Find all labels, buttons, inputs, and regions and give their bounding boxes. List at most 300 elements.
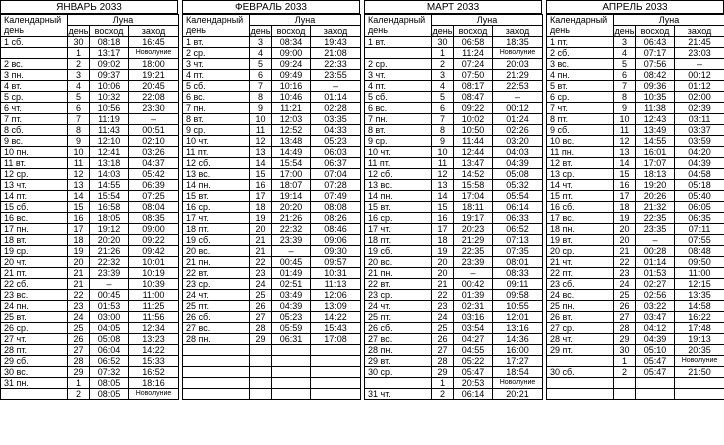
moonrise-cell: 00:42 xyxy=(454,279,493,290)
moonset-cell: 06:39 xyxy=(129,180,179,191)
calendar-date-cell: 26 сб. xyxy=(183,312,250,323)
moonset-cell: 15:33 xyxy=(129,356,179,367)
table-row xyxy=(547,169,724,180)
table-row xyxy=(547,48,724,59)
calendar-date-cell: 1 пт. xyxy=(547,37,614,48)
moonset-cell: 07:55 xyxy=(675,235,724,246)
calendar-date-cell: 19 сб. xyxy=(365,246,432,257)
moonset-cell: 20:03 xyxy=(493,59,543,70)
moonrise-cell: 03:54 xyxy=(454,323,493,334)
moonset-cell: 21:45 xyxy=(675,37,724,48)
moonrise-cell: 01:14 xyxy=(636,257,675,268)
moon-day-cell: 26 xyxy=(68,334,90,345)
moon-day-cell: 2 xyxy=(68,59,90,70)
moonset-cell: 05:18 xyxy=(675,180,724,191)
moon-day-cell: 9 xyxy=(68,136,90,147)
calendar-date-cell: 16 ср. xyxy=(365,213,432,224)
moon-day-cell: 21 xyxy=(432,279,454,290)
moon-day-cell: 26 xyxy=(250,301,272,312)
moonrise-cell: 08:34 xyxy=(272,37,311,48)
calendar-date-cell: 10 чт. xyxy=(365,147,432,158)
moonrise-cell: 12:10 xyxy=(90,136,129,147)
calendar-date-cell: 5 сб. xyxy=(365,92,432,103)
calendar-date-cell: 2 ср. xyxy=(365,59,432,70)
moonset-cell: 07:35 xyxy=(493,246,543,257)
table-row xyxy=(183,257,361,268)
set-header: заход xyxy=(129,26,179,37)
calendar-date-cell xyxy=(183,367,250,378)
month-title: ФЕВРАЛЬ 2033 xyxy=(183,1,360,14)
moonset-cell: 20:21 xyxy=(493,389,543,400)
calendar-date-cell: 29 вт. xyxy=(365,356,432,367)
moonset-cell: 02:00 xyxy=(675,92,724,103)
calendar-date-cell: 30 вс. xyxy=(1,367,68,378)
table-row xyxy=(1,213,179,224)
calendar-date-cell: 20 чт. xyxy=(1,257,68,268)
day-header: день xyxy=(250,26,271,36)
moonset-cell: 00:51 xyxy=(129,125,179,136)
moonrise-cell: 07:32 xyxy=(90,367,129,378)
moon-day-cell: 19 xyxy=(250,213,272,224)
moonrise-cell: 03:16 xyxy=(454,312,493,323)
moon-day-cell: 16 xyxy=(432,213,454,224)
table-row xyxy=(365,114,543,125)
moonset-cell: 07:13 xyxy=(493,235,543,246)
moonset-cell: 05:32 xyxy=(493,180,543,191)
table-row xyxy=(547,191,724,202)
moonset-cell: 02:26 xyxy=(493,125,543,136)
table-row xyxy=(1,257,179,268)
moonset-cell xyxy=(311,389,361,400)
moonset-cell: 13:16 xyxy=(493,323,543,334)
calendar-date-cell: 25 вт. xyxy=(1,312,68,323)
moon-day-cell: 27 xyxy=(614,312,636,323)
table-row xyxy=(183,301,361,312)
moon-day-cell: 30 xyxy=(432,37,454,48)
table-row xyxy=(183,279,361,290)
table-row xyxy=(1,59,179,70)
moon-day-cell: 20 xyxy=(68,257,90,268)
moonrise-cell: 08:17 xyxy=(454,81,493,92)
moon-day-cell: 20 xyxy=(250,224,272,235)
moonset-cell: – xyxy=(493,92,543,103)
moonrise-cell: 14:55 xyxy=(90,180,129,191)
moon-day-cell: 26 xyxy=(614,301,636,312)
calendar-date-cell: 8 пт. xyxy=(547,114,614,125)
month-title-table xyxy=(182,0,360,14)
table-row xyxy=(547,37,724,48)
table-row xyxy=(365,92,543,103)
table-row xyxy=(1,389,179,400)
moon-day-cell: 20 xyxy=(432,268,454,279)
moonset-cell: 07:11 xyxy=(675,224,724,235)
moon-day-cell xyxy=(250,345,272,356)
month-table-january xyxy=(0,0,178,445)
moonset-cell: 12:15 xyxy=(675,279,724,290)
table-row xyxy=(1,180,179,191)
calendar-date-cell: 3 чт. xyxy=(183,59,250,70)
moon-day-cell: 1 xyxy=(68,48,90,59)
calendar-date-cell: 9 ср. xyxy=(365,136,432,147)
moon-day-cell: 11 xyxy=(68,158,90,169)
calendar-date-cell: 12 ср. xyxy=(1,169,68,180)
calendar-date-cell: 21 пн. xyxy=(183,257,250,268)
moon-day-cell: 1 xyxy=(68,378,90,389)
moonrise-cell: 04:12 xyxy=(636,323,675,334)
calendar-date-cell: 20 вс. xyxy=(365,257,432,268)
calendar-date-cell: 22 вт. xyxy=(365,279,432,290)
moonset-cell: 10:39 xyxy=(129,279,179,290)
calendar-date-cell: 18 пт. xyxy=(365,235,432,246)
moonset-cell: 03:35 xyxy=(311,114,361,125)
calendar-date-cell: 26 вт. xyxy=(547,312,614,323)
moonset-cell: 09:58 xyxy=(493,290,543,301)
moonset-cell xyxy=(311,345,361,356)
calendar-date-cell: 4 вт. xyxy=(1,81,68,92)
moonset-cell: Новолуние xyxy=(493,48,543,59)
moonset-cell: 14:22 xyxy=(311,312,361,323)
calendar-date-cell: 8 вт. xyxy=(183,114,250,125)
moonrise-cell: – xyxy=(636,235,675,246)
day-header: день xyxy=(614,26,635,36)
moonset-cell: 22:33 xyxy=(311,59,361,70)
table-row xyxy=(365,367,543,378)
table-row xyxy=(183,92,361,103)
moon-day-cell: 20 xyxy=(432,257,454,268)
moonrise-cell: 05:23 xyxy=(272,312,311,323)
calendar-date-cell: 22 сб. xyxy=(1,279,68,290)
moonset-cell: 18:16 xyxy=(129,378,179,389)
moonset-cell: 09:11 xyxy=(493,279,543,290)
moonset-cell: 22:53 xyxy=(493,81,543,92)
table-row xyxy=(365,147,543,158)
table-row xyxy=(1,125,179,136)
moonrise-cell: 04:39 xyxy=(636,334,675,345)
moonset-cell: 23:03 xyxy=(675,48,724,59)
table-row xyxy=(547,367,724,378)
table-row xyxy=(183,389,361,400)
table-row xyxy=(1,81,179,92)
month-title-table xyxy=(546,0,724,14)
table-row xyxy=(1,147,179,158)
moon-day-cell: 22 xyxy=(614,257,636,268)
calendar-date-cell: 1 вт. xyxy=(365,37,432,48)
moonrise-cell: 10:56 xyxy=(90,103,129,114)
table-row xyxy=(365,136,543,147)
calendar-date-cell: 12 сб. xyxy=(365,169,432,180)
calendar-day-header: Календарный день xyxy=(365,15,432,37)
moon-day-cell: 25 xyxy=(68,323,90,334)
moonrise-cell: 13:48 xyxy=(272,136,311,147)
calendar-date-cell xyxy=(365,378,432,389)
moonrise-cell: 20:53 xyxy=(454,378,493,389)
moonrise-cell xyxy=(272,367,311,378)
moonrise-cell: 05:47 xyxy=(454,367,493,378)
moonset-cell: 07:49 xyxy=(311,191,361,202)
table-row xyxy=(183,136,361,147)
moonrise-cell: 15:58 xyxy=(454,180,493,191)
table-row xyxy=(183,125,361,136)
moonset-cell: 16:22 xyxy=(675,312,724,323)
moonrise-cell: 08:05 xyxy=(90,378,129,389)
moonrise-cell: 11:21 xyxy=(272,103,311,114)
calendar-date-cell: 22 вт. xyxy=(183,268,250,279)
moonrise-cell: 21:26 xyxy=(90,246,129,257)
table-row xyxy=(183,268,361,279)
calendar-date-cell: 25 пт. xyxy=(365,312,432,323)
moon-day-cell: 21 xyxy=(250,235,272,246)
calendar-date-cell: 15 пт. xyxy=(547,191,614,202)
calendar-date-cell: 18 пн. xyxy=(547,224,614,235)
moonset-cell: 19:21 xyxy=(129,70,179,81)
moon-day-cell: 2 xyxy=(614,367,636,378)
moonrise-cell: 22:35 xyxy=(454,246,493,257)
moonrise-cell: 06:04 xyxy=(90,345,129,356)
calendar-date-cell: 14 чт. xyxy=(547,180,614,191)
table-row xyxy=(365,312,543,323)
moonrise-cell: 05:08 xyxy=(90,334,129,345)
calendar-date-cell: 27 чт. xyxy=(1,334,68,345)
moonset-cell: 00:12 xyxy=(675,70,724,81)
calendar-date-cell: 17 чт. xyxy=(183,213,250,224)
moonrise-cell: 23:39 xyxy=(272,235,311,246)
table-row xyxy=(1,202,179,213)
moon-day-cell: 7 xyxy=(614,81,636,92)
table-row xyxy=(183,323,361,334)
table-row xyxy=(365,180,543,191)
moonset-cell: 13:09 xyxy=(311,301,361,312)
moon-day-cell: 13 xyxy=(432,180,454,191)
moonrise-cell: 03:00 xyxy=(90,312,129,323)
calendar-date-cell: 19 вт. xyxy=(547,235,614,246)
moonrise-cell: 02:51 xyxy=(272,279,311,290)
moon-day-cell: 21 xyxy=(68,268,90,279)
table-row xyxy=(547,92,724,103)
calendar-date-cell: 9 сб. xyxy=(547,125,614,136)
moon-day-cell: 9 xyxy=(250,103,272,114)
calendar-date-cell: 25 пт. xyxy=(183,301,250,312)
moon-day-cell: 4 xyxy=(432,81,454,92)
moon-day-cell: 6 xyxy=(250,70,272,81)
moonrise-cell: 23:35 xyxy=(636,224,675,235)
calendar-date-cell: 16 ср. xyxy=(183,202,250,213)
calendar-date-cell: 9 ср. xyxy=(183,125,250,136)
moon-day-cell: 7 xyxy=(250,81,272,92)
table-row xyxy=(365,257,543,268)
moon-day-cell: 22 xyxy=(68,290,90,301)
moonset-cell: 04:37 xyxy=(129,158,179,169)
set-header: заход xyxy=(493,26,543,37)
calendar-date-cell: 13 ср. xyxy=(547,169,614,180)
moon-day-cell: 28 xyxy=(250,323,272,334)
calendar-day-header: Календарный день xyxy=(183,15,250,37)
table-row xyxy=(183,169,361,180)
calendar-date-cell: 2 сб. xyxy=(547,48,614,59)
moonset-cell: 17:48 xyxy=(675,323,724,334)
moon-day-cell: 23 xyxy=(250,268,272,279)
moonrise-cell: 11:38 xyxy=(636,103,675,114)
table-row xyxy=(365,48,543,59)
calendar-date-cell: 1 вт. xyxy=(183,37,250,48)
rise-header: восход xyxy=(454,26,493,37)
moonset-cell: 06:33 xyxy=(493,213,543,224)
table-row xyxy=(547,334,724,345)
moonset-cell: 08:01 xyxy=(493,257,543,268)
calendar-date-cell: 5 сб. xyxy=(183,81,250,92)
moonrise-cell: 04:27 xyxy=(454,334,493,345)
calendar-date-cell: 24 пн. xyxy=(1,301,68,312)
moonrise-cell: 18:07 xyxy=(272,180,311,191)
table-row xyxy=(183,59,361,70)
calendar-date-cell: 13 вс. xyxy=(183,169,250,180)
calendar-date-cell: 6 вс. xyxy=(365,103,432,114)
moonset-cell: 06:37 xyxy=(311,158,361,169)
moon-day-cell: 18 xyxy=(432,235,454,246)
table-row xyxy=(1,323,179,334)
table-row xyxy=(547,103,724,114)
calendar-date-cell: 28 пн. xyxy=(365,345,432,356)
rise-header: восход xyxy=(90,26,129,37)
set-header: заход xyxy=(675,26,724,37)
calendar-date-cell: 23 сб. xyxy=(547,279,614,290)
moonset-cell: 21:50 xyxy=(675,367,724,378)
moonrise-cell: 14:52 xyxy=(454,169,493,180)
table-row xyxy=(183,48,361,59)
moonset-cell: 10:19 xyxy=(129,268,179,279)
moonrise-cell: 03:22 xyxy=(636,301,675,312)
moonset-cell: 11:13 xyxy=(311,279,361,290)
moonrise-cell: 18:11 xyxy=(454,202,493,213)
moonrise-cell: 08:47 xyxy=(454,92,493,103)
moonset-cell: 18:00 xyxy=(129,59,179,70)
moon-day-cell: 12 xyxy=(68,169,90,180)
table-row xyxy=(1,169,179,180)
moonrise-cell: 21:32 xyxy=(636,202,675,213)
moon-day-cell: 23 xyxy=(614,268,636,279)
table-row xyxy=(365,246,543,257)
moonrise-cell: 06:14 xyxy=(454,389,493,400)
moon-day-cell: 19 xyxy=(432,246,454,257)
table-row xyxy=(547,136,724,147)
calendar-date-cell: 4 пт. xyxy=(365,81,432,92)
calendar-date-cell: 27 вс. xyxy=(365,334,432,345)
moonrise-cell: 18:13 xyxy=(636,169,675,180)
calendar-date-cell xyxy=(547,356,614,367)
moonset-cell xyxy=(311,356,361,367)
moonset-cell: 09:42 xyxy=(129,246,179,257)
moonrise-cell: 05:22 xyxy=(454,356,493,367)
moonrise-cell: 01:39 xyxy=(454,290,493,301)
table-row xyxy=(1,246,179,257)
moon-day-cell: 22 xyxy=(250,257,272,268)
table-row xyxy=(183,345,361,356)
moon-day-cell: 29 xyxy=(432,367,454,378)
month-table-february xyxy=(182,0,360,445)
moonset-cell: 21:08 xyxy=(311,48,361,59)
calendar-date-cell: 15 вт. xyxy=(183,191,250,202)
moon-day-cell: 20 xyxy=(614,224,636,235)
moonset-cell xyxy=(311,378,361,389)
calendar-date-cell: 6 ср. xyxy=(547,92,614,103)
table-row xyxy=(1,301,179,312)
calendar-date-cell xyxy=(1,389,68,400)
calendar-date-cell: 1 сб. xyxy=(1,37,68,48)
moonset-cell: – xyxy=(129,114,179,125)
moonset-cell: 17:27 xyxy=(493,356,543,367)
calendar-date-cell: 3 вс. xyxy=(547,59,614,70)
table-row xyxy=(365,202,543,213)
calendar-date-cell: 15 вт. xyxy=(365,202,432,213)
moon-day-cell: 27 xyxy=(432,345,454,356)
calendar-date-cell: 8 сб. xyxy=(1,125,68,136)
table-row xyxy=(1,356,179,367)
calendar-date-cell: 6 вс. xyxy=(183,92,250,103)
moon-day-cell: 18 xyxy=(614,202,636,213)
moon-table xyxy=(182,14,361,400)
moonset-cell: 21:29 xyxy=(493,70,543,81)
moonrise-cell: 02:31 xyxy=(454,301,493,312)
table-row xyxy=(547,268,724,279)
moon-day-cell: 10 xyxy=(250,114,272,125)
calendar-date-cell: 16 сб. xyxy=(547,202,614,213)
moonset-cell: 03:59 xyxy=(675,136,724,147)
moon-day-cell: 17 xyxy=(614,191,636,202)
calendar-date-cell: 13 чт. xyxy=(1,180,68,191)
table-row xyxy=(183,367,361,378)
moonset-cell: – xyxy=(311,81,361,92)
moonset-cell: 12:01 xyxy=(493,312,543,323)
moon-day-cell: 24 xyxy=(250,279,272,290)
moon-day-cell: 10 xyxy=(614,114,636,125)
table-row xyxy=(1,48,179,59)
moonset-cell: 10:55 xyxy=(493,301,543,312)
moon-day-cell: 28 xyxy=(68,356,90,367)
moon-day-cell: 14 xyxy=(68,191,90,202)
table-row xyxy=(1,345,179,356)
table-row xyxy=(183,81,361,92)
moonset-cell: 11:00 xyxy=(675,268,724,279)
table-row xyxy=(365,169,543,180)
moonrise-cell: 07:17 xyxy=(636,48,675,59)
moonrise-cell: 06:58 xyxy=(454,37,493,48)
table-row xyxy=(1,37,179,48)
moonset-cell: 06:52 xyxy=(493,224,543,235)
calendar-date-cell: 16 вс. xyxy=(1,213,68,224)
moon-day-cell: 17 xyxy=(250,191,272,202)
calendar-date-cell: 29 пт. xyxy=(547,345,614,356)
moonset-cell: Новолуние xyxy=(129,48,179,59)
moonset-cell: 02:10 xyxy=(129,136,179,147)
moonrise-cell: 16:58 xyxy=(90,202,129,213)
moonrise-cell xyxy=(272,345,311,356)
table-row xyxy=(547,312,724,323)
moon-day-cell xyxy=(250,356,272,367)
moonrise-cell: 07:56 xyxy=(636,59,675,70)
calendar-date-cell: 10 чт. xyxy=(183,136,250,147)
table-row xyxy=(547,114,724,125)
rise-header: восход xyxy=(272,26,311,37)
table-row xyxy=(547,180,724,191)
moonrise-cell: 14:55 xyxy=(636,136,675,147)
moonrise-cell: 04:05 xyxy=(90,323,129,334)
moonset-cell: 07:28 xyxy=(311,180,361,191)
calendar-date-cell xyxy=(1,48,68,59)
table-row xyxy=(183,180,361,191)
moon-table xyxy=(546,14,724,400)
table-row xyxy=(547,345,724,356)
calendar-date-cell: 7 пт. xyxy=(1,114,68,125)
table-row xyxy=(1,268,179,279)
